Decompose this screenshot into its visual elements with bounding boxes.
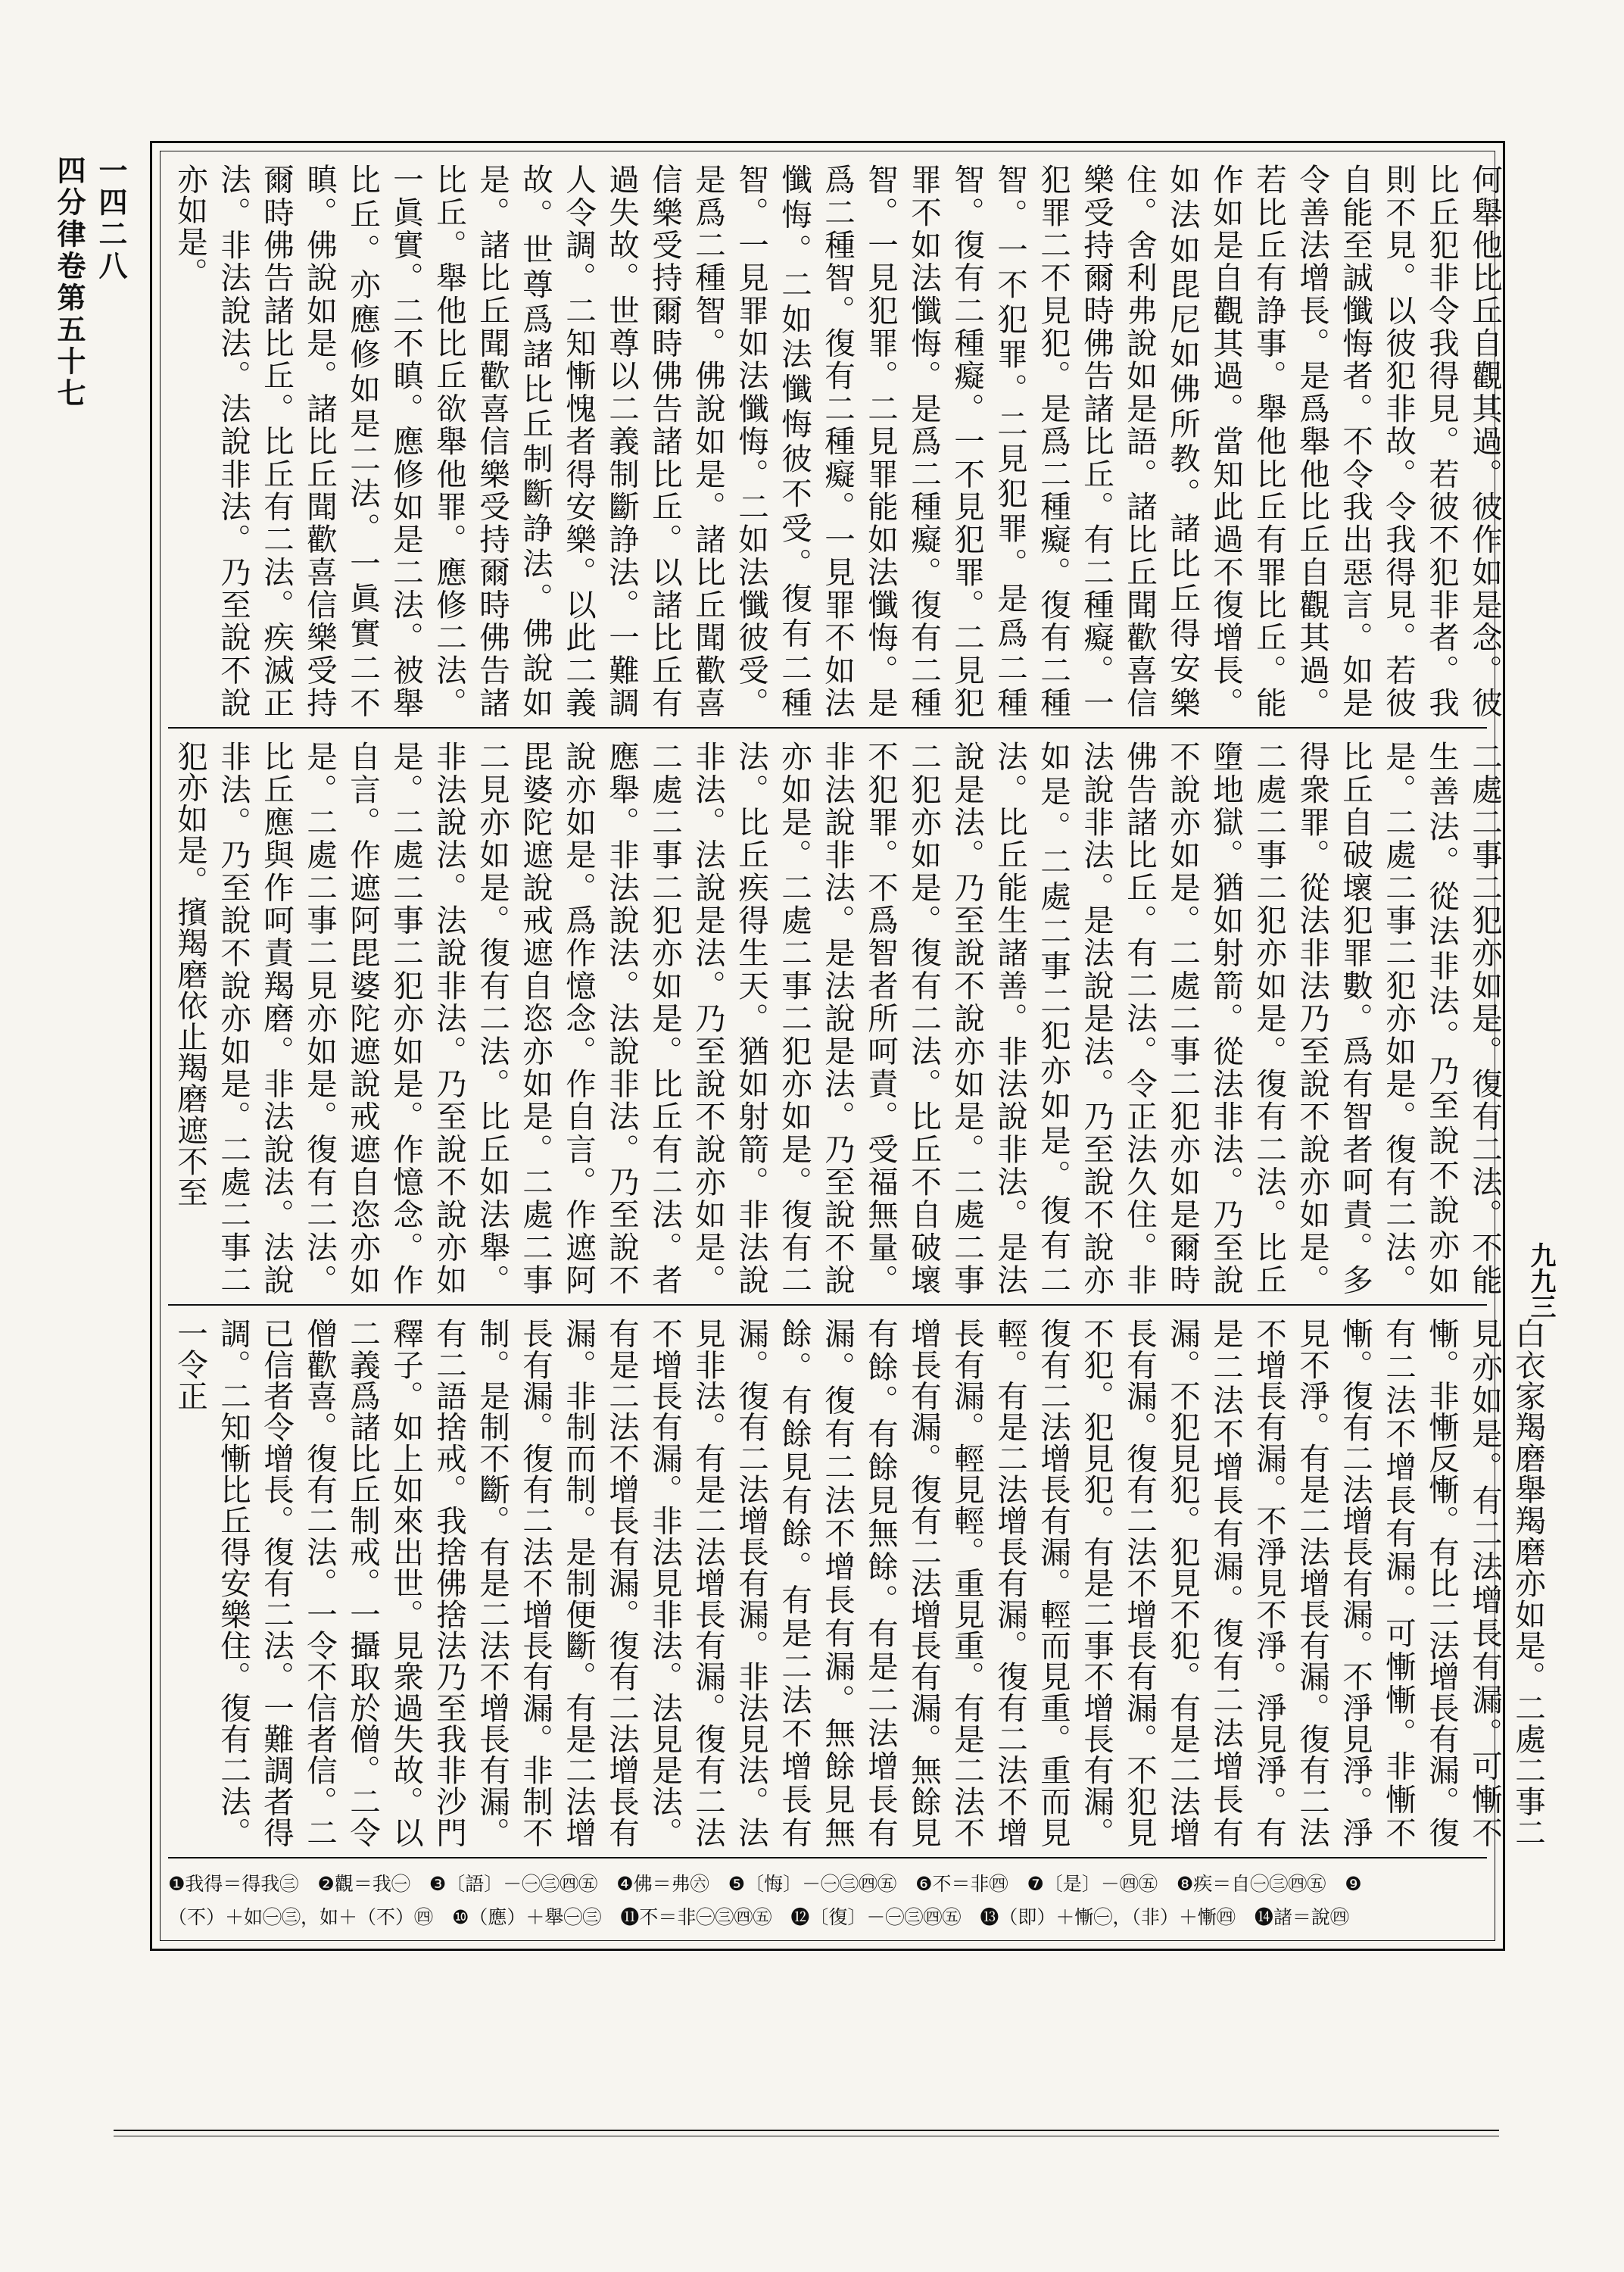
register-lower: [168, 1306, 1546, 1858]
footnote-line-1: ❶我得＝得我㊂ ❷觀＝我㊀ ❸〔語〕－㊀㊂㊃㊄ ❹佛＝弗㊅ ❺〔悔〕－㊀㊂㊃㊄ ❻不＝非㊃ ❼〔是〕－㊃㊄ ❽疾＝自㊀㊂㊃㊄ ❾: [168, 1873, 1362, 1895]
page-number: 九九三: [1526, 1242, 1556, 1319]
juan-title: 四分律卷第五十七: [52, 155, 86, 410]
folio-number: 一四二八: [94, 155, 128, 282]
bottom-rule: [114, 2130, 1499, 2131]
register-middle-text: 二處二事二犯亦如是。復有二法。不能生善法。從法非法。乃至說不說亦如是。二處二事二犯亦如是。復有二法。比丘自破壞犯罪數。爲有智者呵責。多得衆罪。從法非法乃至說不說亦如是。二處二事二犯亦如是。復有二法。比丘墮地獄。猶如射箭。從法非法。乃至說不說亦如是。二處二事二犯亦如是爾時佛告諸比丘。有二法。令正法久住。非法說非法。是法說是法。乃至說不說亦如是。二處二事二犯亦如是。復有二法。比丘能生諸善。非法說非法。是法說是法。乃至說不說亦如是。二處二事二犯亦如是。復有二法。比丘不自破壞不犯罪。不爲智者所呵責。受福無量。非法說非法。是法說是法。乃至說不說亦如是。二處二事二犯亦如是。復有二法。比丘疾得生天。猶如射箭。非法說非法。法說是法。乃至說不說亦如是。二處二事二犯亦如是。比丘有二法。者應舉。非法說法。法說非法。乃至說不說亦如是。爲作憶念。作自言。作遮阿毘婆陀遮說戒遮自恣亦如是。二處二事二見亦如是。復有二法。比丘如法舉。非法說法。法說非法。乃至說不說亦如是。二處二事二犯亦如是。作憶念。作自言。作遮阿毘婆陀遮說戒遮自恣亦如是。二處二事二見亦如是。復有二法。比丘應與作呵責羯磨。非法說法。法說非法。乃至說不說亦如是。二處二事二犯亦如是。擯羯磨依止羯磨遮不至: [172, 741, 1503, 1295]
footnotes: [168, 1868, 1487, 1943]
register-middle: [168, 729, 1503, 1306]
footnote-line-2: （不）＋如㊀㊂，如＋（不）㊃ ❿（應）＋舉㊀㊂ ⓫不＝非㊀㊂㊃㊄ ⓬〔復〕－㊀㊂㊃㊄ ⓭（即）＋慚㊀，（非）＋慚㊃ ⓮諸＝說㊃: [168, 1906, 1349, 1928]
left-margin: [52, 155, 132, 913]
register-upper: [168, 151, 1503, 729]
register-upper-text: 何舉他比丘自觀其過。彼作如是念。彼比丘犯非令我得見。若彼不犯非者。我則不見。以彼犯非故。令我得見。若彼自能至誠懺悔者。不令我出惡言。如是令善法增長。是爲舉他比丘自觀其過。若比丘有諍事。舉他比丘有罪比丘。能作如是自觀其過。當知此過不復增長。如法如毘尼如佛所教。諸比丘得安樂住。舍利弗說如是語。諸比丘聞歡喜信樂受持爾時佛告諸比丘。有二種癡。一犯罪二不見犯。是爲二種癡。復有二種智。一不犯罪。二見犯罪。是爲二種智。復有二種癡。一不見犯罪。二見犯罪不如法懺悔。是爲二種癡。復有二種智。一見犯罪。二見罪能如法懺悔。是爲二種智。復有二種癡。一見罪不如法懺悔。二如法懺悔彼不受。復有二種智。一見罪如法懺悔。二如法懺彼受。是爲二種智。佛說如是。諸比丘聞歡喜信樂受持爾時佛告諸比丘。以諸比丘有過失故。世尊以二義制斷諍法。一難調人令調。二知慚愧者得安樂。以此二義故。世尊爲諸比丘制斷諍法。佛說如是。諸比丘聞歡喜信樂受持爾時佛告諸比丘。舉他比丘欲舉他罪。應修二法。一眞實。二不瞋。應修如是二法。被舉比丘。亦應修如是二法。一眞實二不瞋。佛說如是。諸比丘聞歡喜信樂受持爾時佛告諸比丘。比丘有二法。疾滅正法。非法說法。法說非法。乃至說不說亦如是。: [172, 164, 1503, 718]
register-lower-text: 白衣家羯磨舉羯磨亦如是。二處二事二見亦如是。有二法增長有漏。可慚不慚。非慚反慚。有比二法增長有漏。復有二法不增長有漏。可慚慚。非慚不慚。復有二法增長有漏。不淨見淨。淨見不淨。有是二法增長有漏。復有二法不增長有漏。不淨見不淨。淨見淨。有是二法不增長有漏。復有二法增長有漏。不犯見犯。犯見不犯。有是二法增長有漏。復有二法不增長有漏。不犯見不犯。犯見犯。有是二事不增長有漏。復有二法增長有漏。輕而見重。重而見輕。有是二法增長有漏。復有二法不增長有漏。輕見輕。重見重。有是二法不增長有漏。復有二法增長有漏。無餘見有餘。有餘見無餘。有是二法增長有漏。復有二法不增長有漏。無餘見無餘。有餘見有餘。有是二法不增長有漏。復有二法增長有漏。非法見法。法見非法。有是二法增長有漏。復有二法不增長有漏。非法見非法。法見是法。有是二法不增長有漏。復有二法增長有漏。非制而制。是制便斷。有是二法增長有漏。復有二法不增長有漏。非制不制。是制不斷。有是二法不增長有漏。有二語捨戒。我捨佛捨法乃至我非沙門釋子。如上如來出世。見衆過失故。以二義爲諸比丘制戒。一攝取於僧。二令僧歡喜。復有二法。一令不信者信。二已信者令增長。復有二法。一難調者得調。二知慚比丘得安樂住。復有二法。一令正: [172, 1318, 1546, 1848]
